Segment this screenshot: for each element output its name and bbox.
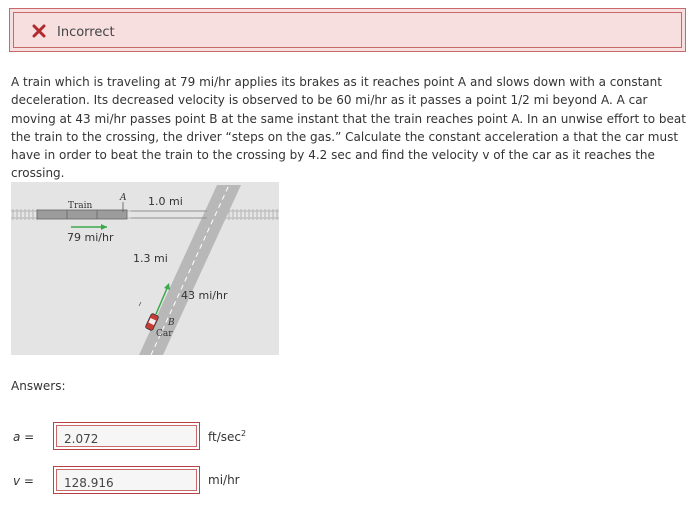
answer-value-v: 128.916	[64, 476, 114, 490]
answer-field-a[interactable]	[53, 422, 200, 450]
unit-a-base: ft/sec	[208, 430, 241, 444]
point-b-label: B	[168, 318, 175, 328]
answer-var-a: a =	[13, 430, 35, 444]
train-car-figure	[11, 182, 279, 355]
answer-unit-a	[208, 429, 246, 444]
answers-label: Answers:	[11, 379, 66, 393]
problem-statement: A train which is traveling at 79 mi/hr applies its brakes as it reaches point A and slows down with a constant deceleration. Its decreased velocity is observed to be 60 mi/hr as it passes a point 1/2 mi beyond A. A car moving at 43 mi/hr passes point B at the same instant that the train reaches point A. In an unwise effort to beat the train to the crossing, the driver “steps on the gas.” Calculate the constant acceleration a that the car must have in order to beat the train to the crossing by 4.2 sec and find the velocity v of the car as it reaches the crossing.	[11, 75, 686, 181]
train-label: Train	[68, 201, 93, 211]
distance-top-label: 1.0 mi	[148, 195, 183, 208]
answer-unit-v: mi/hr	[208, 473, 240, 487]
answer-value-a: 2.072	[64, 432, 99, 446]
answer-field-a-inner	[56, 425, 197, 447]
point-a-label: A	[120, 193, 127, 203]
train	[37, 210, 127, 219]
unit-a-sup: 2	[241, 429, 247, 438]
car-label: Car	[156, 329, 173, 339]
feedback-banner-inner	[13, 12, 682, 48]
answer-field-v-inner	[56, 469, 197, 491]
answer-field-v[interactable]	[53, 466, 200, 494]
answer-var-v: v =	[13, 474, 34, 488]
train-speed-label: 79 mi/hr	[67, 231, 114, 244]
figure-background	[11, 182, 279, 355]
x-icon	[32, 24, 46, 38]
feedback-banner	[9, 8, 686, 52]
distance-diag-label: 1.3 mi	[133, 252, 168, 265]
status-text: Incorrect	[57, 25, 115, 40]
car-speed-label: 43 mi/hr	[181, 289, 228, 302]
